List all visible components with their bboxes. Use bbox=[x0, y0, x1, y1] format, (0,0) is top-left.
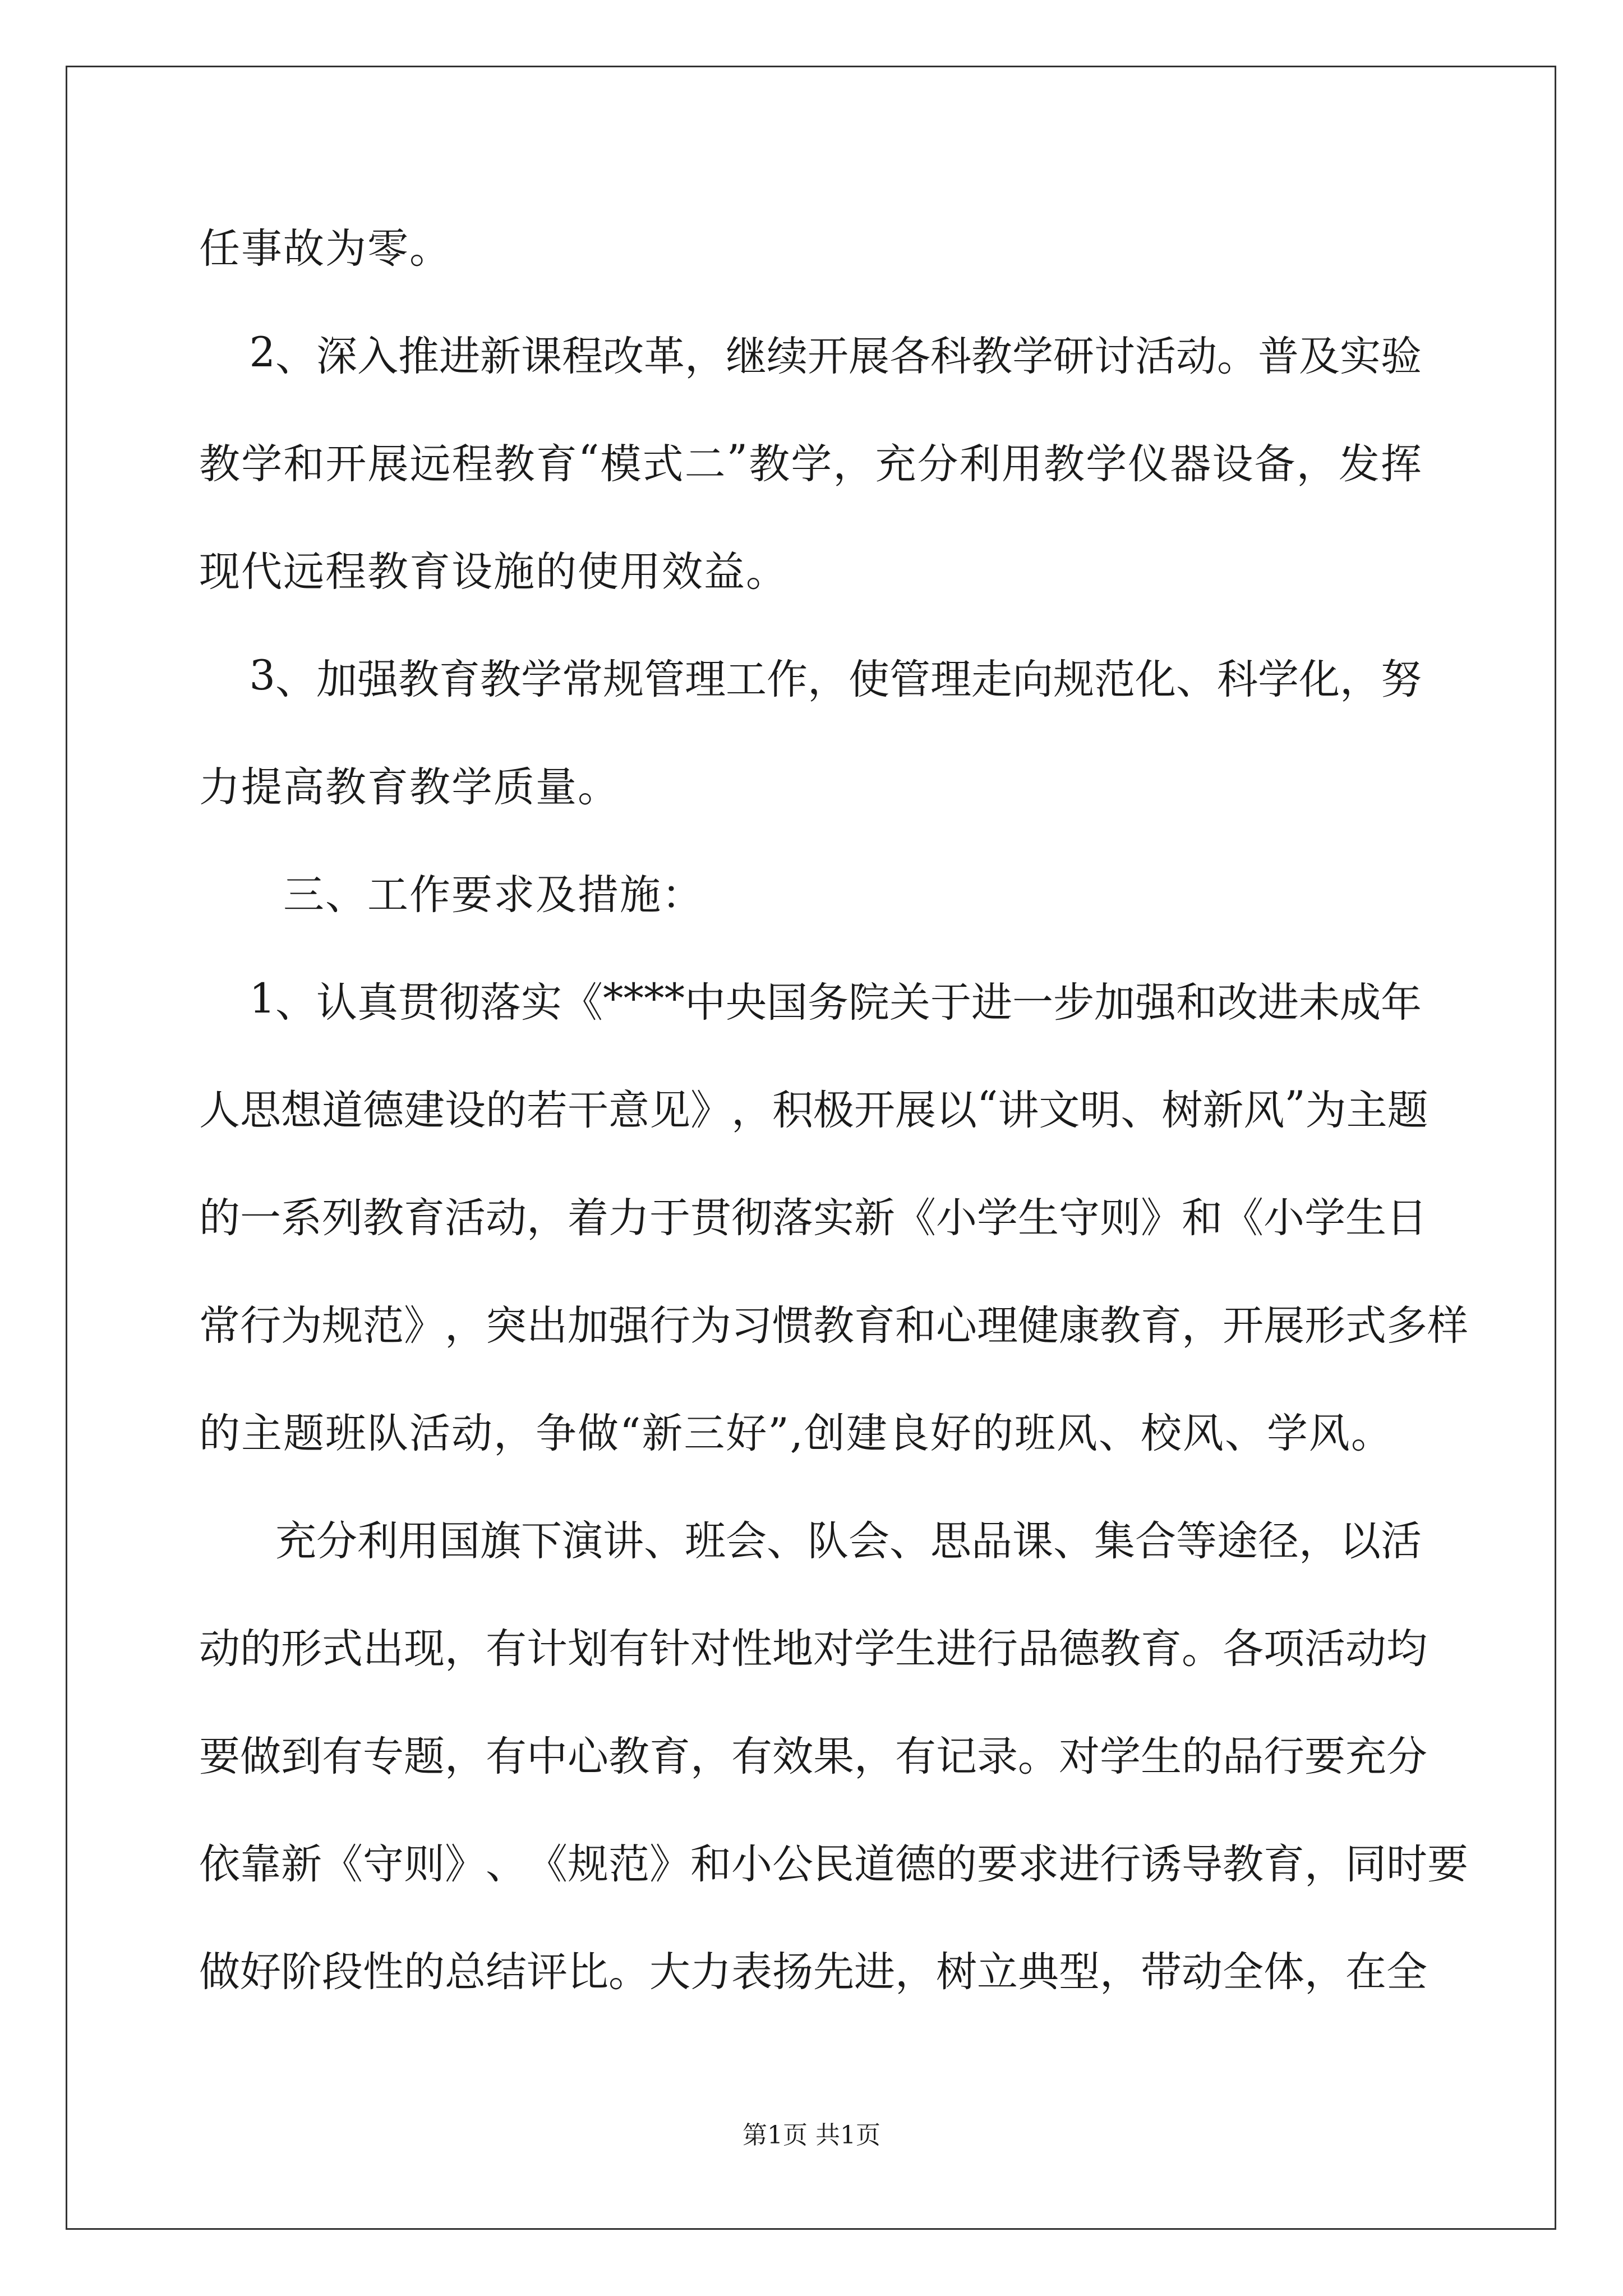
text-line: 3 、 加 强 教 育 教 学 常 规 管 理 工 作 ， 使 管 理 走 向 规 范 化 、 科 学 化 ， 努 bbox=[249, 651, 1422, 703]
text-line: 常 行 为 规 范 》 ， 突 出 加 强 行 为 习 惯 教 育 和 心 理 健 康 教 育 ， 开 展 形 式 多 样 bbox=[199, 1301, 1468, 1350]
text-line: 依 靠 新 《 守 则 》 、 《 规 范 》 和 小 公 民 道 德 的 要 求 进 行 诱 导 教 育 ， 同 时 要 bbox=[199, 1840, 1468, 1888]
text-line: 动 的 形 式 出 现 ， 有 计 划 有 针 对 性 地 对 学 生 进 行 品 德 教 育 。 各 项 活 动 均 bbox=[199, 1625, 1427, 1673]
document-body bbox=[199, 191, 1468, 2022]
text-line: 人 思 想 道 德 建 设 的 若 干 意 见 》 ， 积 极 开 展 以 “ 讲 文 明 、 树 新 风 ” 为 主 题 bbox=[199, 1082, 1428, 1134]
text-line: 任事故为零。 bbox=[199, 224, 451, 273]
text-line: 2 、 深 入 推 进 新 课 程 改 革 ， 继 续 开 展 各 科 教 学 研 讨 活 动 。 普 及 实 验 bbox=[249, 328, 1422, 380]
text-line: 的 一 系 列 教 育 活 动 ， 着 力 于 贯 彻 落 实 新 《 小 学 生 守 则 》 和 《 小 学 生 日 bbox=[199, 1194, 1427, 1242]
text-line: 1 、 认 真 贯 彻 落 实 《 * * * * 中 央 国 务 院 关 于 进 一 步 加 强 和 改 进 未 成 年 bbox=[249, 974, 1422, 1027]
page-footer: 第1页 共1页 bbox=[743, 2121, 880, 2150]
text-line: 教 学 和 开 展 远 程 教 育 “ 模 式 二 ” 教 学 ， 充 分 利 用 教 学 仪 器 设 备 ， 发 挥 bbox=[199, 436, 1422, 488]
text-line: 三、工作要求及措施： bbox=[199, 871, 704, 919]
text-line: 要 做 到 有 专 题 ， 有 中 心 教 育 ， 有 效 果 ， 有 记 录 。 对 学 生 的 品 行 要 充 分 bbox=[199, 1732, 1427, 1780]
text-line: 现代远程教育设施的使用效益。 bbox=[199, 547, 788, 596]
text-line: 力提高教育教学质量。 bbox=[199, 763, 620, 811]
text-line: 的主题班队活动，争做“新三好”,创建良好的班风、校风、学风。 bbox=[199, 1409, 1393, 1457]
text-line: 充 分 利 用 国 旗 下 演 讲 、 班 会 、 队 会 、 思 品 课 、 集 合 等 途 径 ， 以 活 bbox=[275, 1517, 1422, 1565]
text-line: 做 好 阶 段 性 的 总 结 评 比 。 大 力 表 扬 先 进 ， 树 立 典 型 ， 带 动 全 体 ， 在 全 bbox=[199, 1948, 1427, 1996]
